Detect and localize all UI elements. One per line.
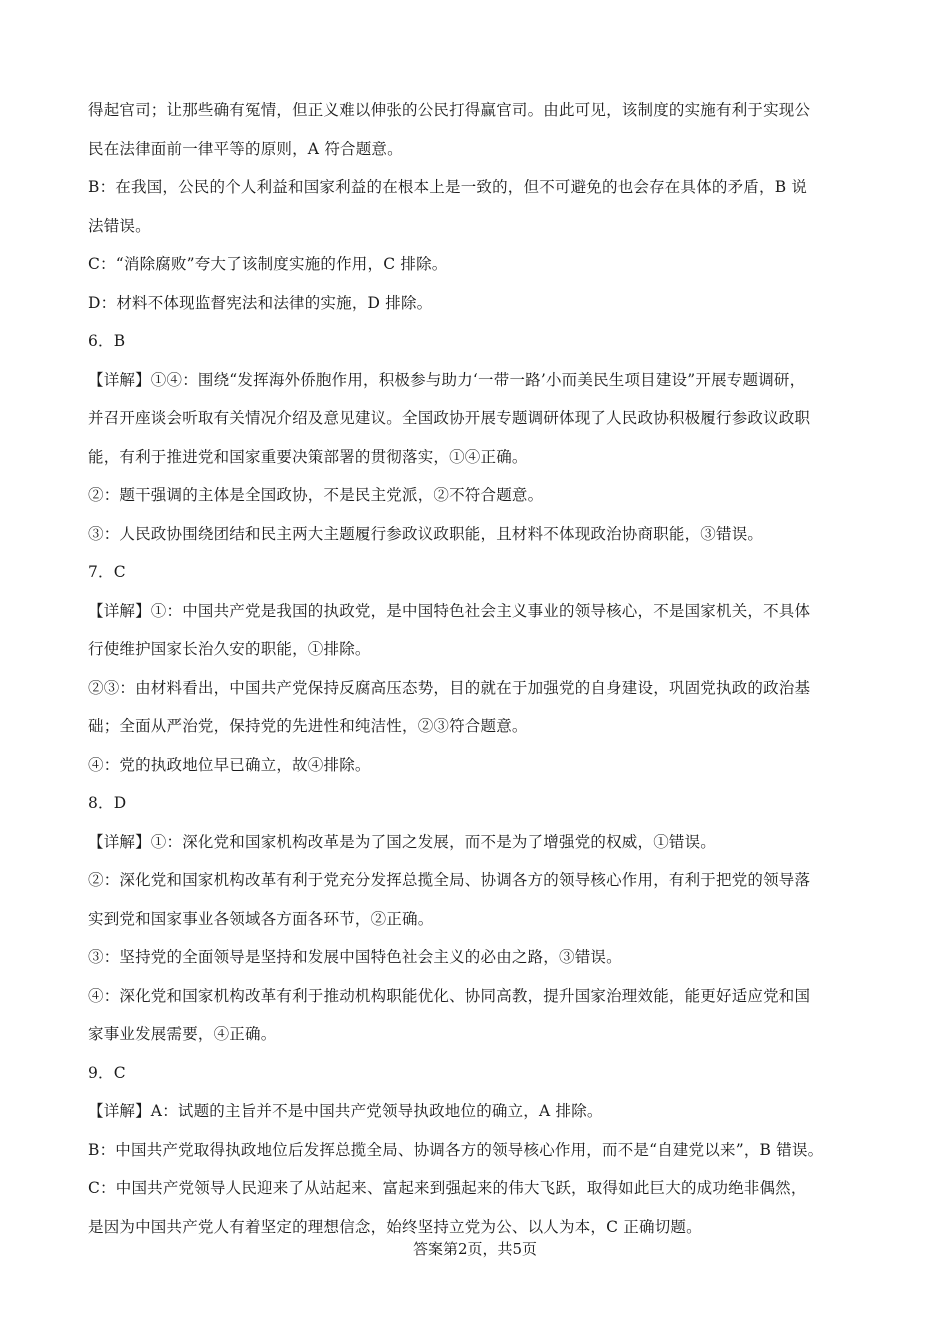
text-line: 得起官司；让那些确有冤情，但正义难以伸张的公民打得赢官司。由此可见，该制度的实施有利于实现公 <box>88 101 811 119</box>
text-line: C：中国共产党领导人民迎来了从站起来、富起来到强起来的伟大飞跃，取得如此巨大的成功绝非偶然， <box>88 1179 807 1197</box>
text-line: 法错误。 <box>88 216 151 235</box>
answer-text-body <box>88 91 862 1246</box>
text-line: 【详解】①④：围绕“发挥海外侨胞作用，积极参与助力‘一带一路’小而美民生项目建设”开展专题调研， <box>88 370 806 389</box>
text-line: C：“消除腐败”夸大了该制度实施的作用，C 排除。 <box>88 255 448 273</box>
text-line: 家事业发展需要，④正确。 <box>88 1025 277 1043</box>
text-line: ④：深化党和国家机构改革有利于推动机构职能优化、协同高教，提升国家治理效能，能更好适应党和国 <box>88 986 811 1005</box>
text-line: B：中国共产党取得执政地位后发挥总揽全局、协调各方的领导核心作用，而不是“自建党以来”，B 错误。 <box>88 1140 824 1159</box>
text-line: 实到党和国家事业各领域各方面各环节，②正确。 <box>88 909 434 928</box>
text-line: ③：人民政协围绕团结和民主两大主题履行参政议政职能，且材料不体现政治协商职能，③错误。 <box>88 524 764 543</box>
text-line: 行使维护国家长治久安的职能，①排除。 <box>88 640 371 658</box>
text-line: 础；全面从严治党，保持党的先进性和纯洁性，②③符合题意。 <box>88 717 528 735</box>
text-line: 能，有利于推进党和国家重要决策部署的贯彻落实，①④正确。 <box>88 447 528 466</box>
text-line: ②：深化党和国家机构改革有利于党充分发挥总揽全局、协调各方的领导核心作用，有利于把党的领导落 <box>88 871 811 889</box>
text-line: 并召开座谈会听取有关情况介绍及意见建议。全国政协开展专题调研体现了人民政协积极履行参政议政职 <box>88 409 811 427</box>
page-footer: 答案第2页，共5页 <box>412 1240 538 1258</box>
text-line: 民在法律面前一律平等的原则，A 符合题意。 <box>88 139 403 158</box>
text-line: 【详解】A：试题的主旨并不是中国共产党领导执政地位的确立，A 排除。 <box>88 1102 603 1120</box>
text-line: ④：党的执政地位早已确立，故④排除。 <box>88 755 371 774</box>
text-line: 是因为中国共产党人有着坚定的理想信念，始终坚持立党为公、以人为本，C 正确切题。 <box>88 1217 702 1236</box>
text-line: ③：坚持党的全面领导是坚持和发展中国特色社会主义的必由之路，③错误。 <box>88 948 622 966</box>
text-line: 【详解】①：中国共产党是我国的执政党，是中国特色社会主义事业的领导核心，不是国家机关，不具体 <box>88 601 811 620</box>
text-line: 【详解】①：深化党和国家机构改革是为了国之发展，而不是为了增强党的权威，①错误。 <box>88 832 717 851</box>
question-answer-6: 6．B <box>88 332 126 350</box>
question-answer-8: 8．D <box>88 794 127 812</box>
text-line: ②③：由材料看出，中国共产党保持反腐高压态势，目的就在于加强党的自身建设，巩固党执政的政治基 <box>88 678 811 697</box>
text-line: D：材料不体现监督宪法和法律的实施，D 排除。 <box>88 293 433 312</box>
text-line: ②：题干强调的主体是全国政协，不是民主党派，②不符合题意。 <box>88 486 544 504</box>
question-answer-7: 7．C <box>88 563 126 581</box>
text-line: B：在我国，公民的个人利益和国家利益的在根本上是一致的，但不可避免的也会存在具体的矛盾，B 说 <box>88 178 808 196</box>
question-answer-9: 9．C <box>88 1063 126 1082</box>
